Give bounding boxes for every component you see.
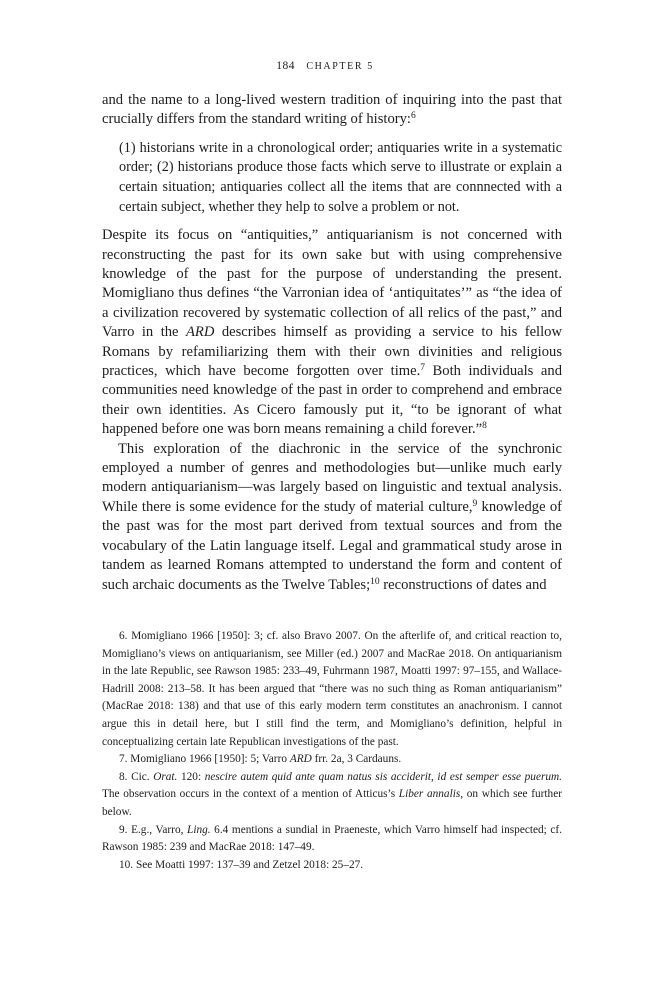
footnote-ref-8[interactable]: 8: [482, 421, 487, 432]
italic-title: ARD: [186, 324, 215, 341]
footnotes: [102, 628, 562, 874]
footnote-text: 8. Cic.: [119, 770, 154, 783]
paragraph-text: and the name to a long-lived western tradition of inquiring into the past that crucially differs from the standard writing of history:: [102, 92, 562, 128]
footnote-text: frr. 2a, 3 Cardauns.: [311, 753, 402, 766]
footnote-text: 6.4 mentions a sundial in Praeneste, which Varro himself had inspected; cf. Rawson 1985: 239 and MacRae 2018: 147–49.: [102, 823, 562, 854]
paragraph-text: reconstructions of dates and: [379, 576, 547, 593]
paragraph-text: describes himself as providing a service to his fellow Romans by refamiliarizing them with their own divinities and religious practices, which have become forgotten over time.: [102, 324, 563, 380]
paragraph-diachronic: [102, 440, 562, 595]
footnote-text: 9. E.g., Varro,: [119, 823, 188, 836]
paragraph-antiquarianism: [102, 226, 562, 439]
italic-title: Orat.: [153, 770, 178, 783]
paragraph-text: Both individuals and communities need knowledge of the past in order to comprehend and embrace their own identities. As Cicero famously put it, “to be ignorant of what happened before one was born means remaining a child forever.”: [102, 363, 562, 438]
latin-quotation: nescire autem quid ante quam natus sis acciderit, id est semper esse puerum.: [204, 770, 562, 783]
footnote-8: [102, 769, 562, 822]
footnote-7: [102, 751, 562, 769]
italic-title: ARD: [289, 753, 312, 766]
paragraph-text: This exploration of the diachronic in the service of the synchronic employed a number of genres and methodologies but—unlike much early modern antiquarianism—was largely based on linguistic and textual analysis. While there is some evidence for the study of material culture,: [102, 440, 562, 515]
chapter-label: CHAPTER 5: [306, 61, 374, 72]
italic-title: Ling.: [187, 823, 211, 836]
footnote-ref-6[interactable]: 6: [410, 111, 416, 122]
paragraph-continued: [102, 91, 562, 130]
footnote-ref-10[interactable]: 10: [370, 576, 380, 587]
footnote-text: 120:: [177, 770, 205, 783]
footnote-text: 7. Momigliano 1966 [1950]: 5; Varro: [119, 753, 290, 766]
footnote-10: 10. See Moatti 1997: 137–39 and Zetzel 2018: 25–27.: [119, 858, 364, 871]
block-quote: (1) historians write in a chronological order; antiquaries write in a systematic order; (2) historians produce those facts which serve to illustrate or explain a certain situation; antiquaries collect all the items that are connnected with a certain subject, whether they help to solve a problem or not.: [119, 139, 562, 215]
footnote-6: 6. Momigliano 1966 [1950]: 3; cf. also Bravo 2007. On the afterlife of, and critical reaction to, Momigliano’s views on antiquarianism, see Miller (ed.) 2007 and MacRae 2018. On antiquarianism in the late Republic, see Rawson 1985: 233–49, Fuhrmann 1987, Moatti 1997: 97–155, and Wallace-Hadrill 2008: 213–58. It has been argued that “there was no such thing as Roman antiquarianism” (MacRae 2018: 138) and that use of this early modern term constitutes an anachronism. I cannot argue this in detail here, but I still find the term, and Momigliano’s definition, helpful in conceptualizing certain late Republican investigations of the past.: [102, 630, 562, 748]
footnote-text: on which see further below.: [102, 788, 562, 818]
footnote-9: [102, 822, 562, 857]
running-head: [0, 60, 650, 72]
footnote-text: The observation occurs in the context of a mention of Atticus’s: [102, 788, 399, 801]
main-text: [102, 91, 562, 595]
italic-title: Liber annalis,: [398, 788, 464, 801]
footnote-ref-7[interactable]: 7: [420, 363, 425, 374]
paragraph-text: Despite its focus on “antiquities,” antiquarianism is not concerned with reconstructing the past for its own sake but with using comprehensive knowledge of the past for the purpose of understanding the present. Momigliano thus defines “the Varronian idea of ‘antiquitates’” as “the idea of a civilization recovered by systematic collection of all relics of the past,” and Varro in the: [102, 227, 562, 341]
paragraph-text: knowledge of the past was for the most part derived from textual sources and from the vocabulary of the Latin language itself. Legal and grammatical study arose in tandem as learned Romans attempted to understand the form and content of such archaic documents as the Twelve Tables;: [102, 498, 562, 593]
page-number: 184: [276, 60, 295, 72]
footnote-ref-9[interactable]: 9: [472, 498, 478, 509]
